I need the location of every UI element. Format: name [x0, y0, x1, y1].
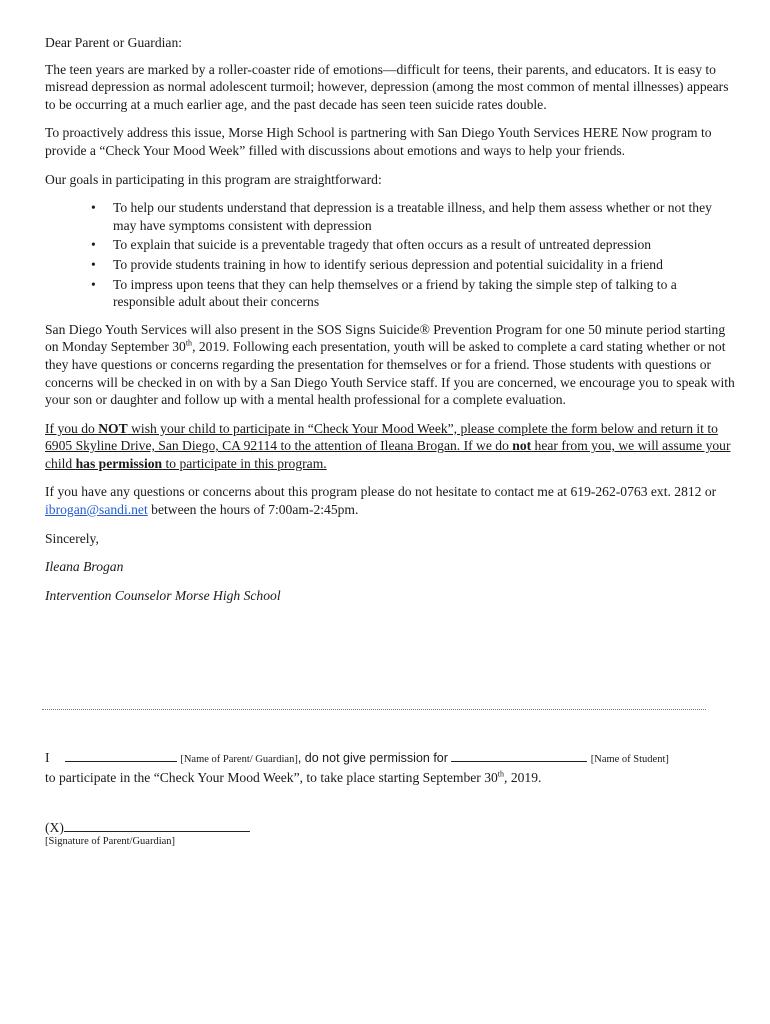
cut-line-divider	[42, 709, 706, 710]
signature-line: (X)	[45, 819, 250, 836]
goals-intro: Our goals in participating in this program are straightforward:	[45, 171, 382, 187]
form-line-2: to participate in the “Check Your Mood Week”, to take place starting September 30th, 2019.	[45, 769, 542, 785]
intro-paragraph: The teen years are marked by a roller-coaster ride of emotions—difficult for teens, their parents, and educators. It is easy to misread depression as normal adolescent turmoil; however, depression (among the most common of mental illnesses) appears to be occurring at a much earlier age, and the past decade has seen teen suicide rates double.	[45, 61, 729, 112]
bullet-icon: •	[91, 237, 96, 253]
parent-name-field[interactable]	[65, 749, 177, 762]
closing: Sincerely,	[45, 530, 99, 546]
student-name-caption: [Name of Student]	[590, 754, 669, 765]
opt-out-paragraph: If you do NOT wish your child to participate in “Check Your Mood Week”, please complete the form below and return it to 6905 Skyline Drive, San Diego, CA 92114 to the attention of Ileana Brogan. If we do not hear from you, we will assume your child has permission to participate in this program.	[45, 420, 731, 471]
goal-item: • To provide students training in how to identify serious depression and potential suicidality in a friend	[91, 256, 663, 272]
contact-paragraph: If you have any questions or concerns about this program please do not hesitate to contact me at 619-262-0763 ext. 2812 or ibrogan@sandi.net between the hours of 7:00am-2:45pm.	[45, 484, 717, 518]
goal-item: • To impress upon teens that they can help themselves or a friend by taking the simple step of talking to a responsible adult about their concerns	[91, 276, 677, 310]
signature-field[interactable]	[64, 819, 250, 832]
goal-item: • To explain that suicide is a preventable tragedy that often occurs as a result of untreated depression	[91, 237, 652, 253]
signature-caption: [Signature of Parent/Guardian]	[45, 836, 176, 847]
goals-list	[45, 199, 735, 311]
email-link[interactable]: ibrogan@sandi.net	[45, 502, 148, 518]
letter-body	[45, 34, 735, 615]
partnership-paragraph: To proactively address this issue, Morse High School is partnering with San Diego Youth Services HERE Now program to provide a “Check Your Mood Week” filled with discussions about emotions and ways to help your friends.	[45, 125, 712, 158]
signer-title: Intervention Counselor Morse High School	[45, 587, 281, 603]
parent-name-caption: [Name of Parent/ Guardian]	[180, 754, 298, 765]
permission-form	[45, 749, 735, 786]
greeting: Dear Parent or Guardian:	[45, 35, 183, 50]
presentation-paragraph: San Diego Youth Services will also present in the SOS Signs Suicide® Prevention Program for one 50 minute period starting on Monday September 30th, 2019. Following each presentation, youth will be asked to complete a card stating whether or not they have questions or concerns regarding the presentation for themselves or for a friend. Those students with questions or concerns will be checked in on with by a San Diego Youth Service staff. If you are concerned, we encourage you to speak with your son or daughter and follow up with a mental health professional for a complete evaluation.	[45, 321, 735, 408]
signer-name: Ileana Brogan	[45, 559, 124, 575]
student-name-field[interactable]	[451, 749, 587, 762]
bullet-icon: •	[91, 256, 96, 272]
bullet-icon: •	[91, 276, 96, 292]
bullet-icon: •	[91, 200, 96, 216]
goal-item: • To help our students understand that depression is a treatable illness, and help them assess whether or not they may have symptoms consistent with depression	[91, 200, 712, 233]
form-line-1: I [Name of Parent/ Guardian], do not give permission for [Name of Student]	[45, 750, 669, 765]
